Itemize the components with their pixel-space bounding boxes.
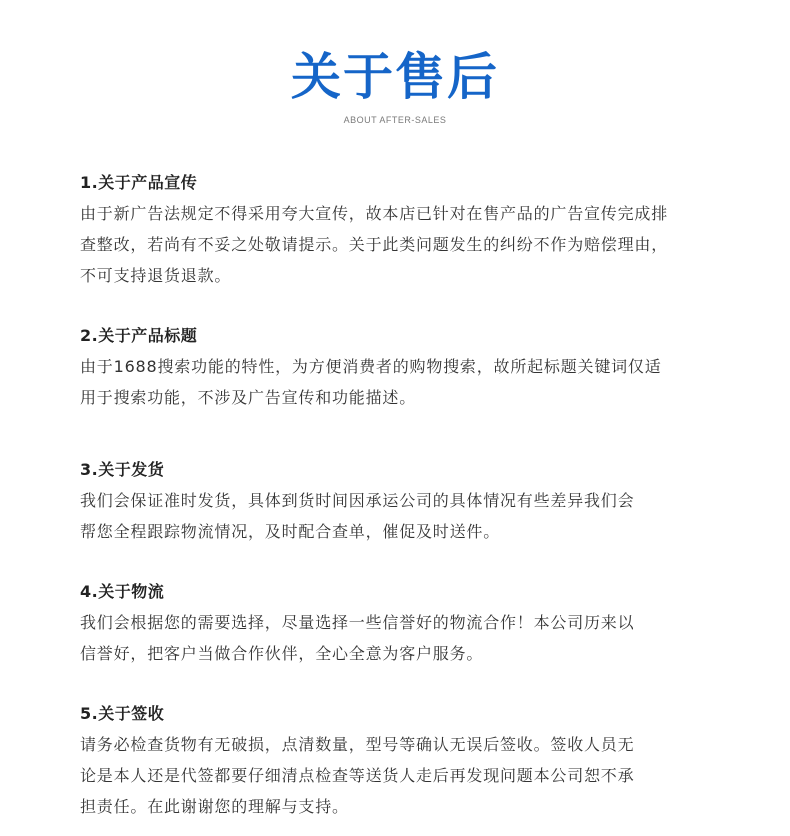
section-product-title <box>80 323 740 413</box>
section-line: 信誉好，把客户当做合作伙伴，全心全意为客户服务。 <box>80 644 484 663</box>
section-line: 帮您全程跟踪物流情况，及时配合查单，催促及时送件。 <box>80 522 501 541</box>
section-body <box>80 198 740 291</box>
section-line: 论是本人还是代签都要仔细清点检查等送货人走后再发现问题本公司恕不承 <box>80 766 635 785</box>
after-sales-sections <box>80 170 740 822</box>
section-line: 担责任。在此谢谢您的理解与支持。 <box>80 797 349 816</box>
section-body <box>80 351 740 413</box>
section-line: 请务必检查货物有无破损，点清数量，型号等确认无误后签收。签收人员无 <box>80 735 635 754</box>
section-heading: 4.关于物流 <box>80 582 165 601</box>
section-logistics <box>80 579 740 669</box>
section-body <box>80 729 740 822</box>
section-heading: 2.关于产品标题 <box>80 326 198 345</box>
section-heading: 1.关于产品宣传 <box>80 173 198 192</box>
page-title: 关于售后 <box>291 48 499 106</box>
section-line: 用于搜索功能，不涉及广告宣传和功能描述。 <box>80 388 417 407</box>
section-receipt <box>80 701 740 822</box>
section-body <box>80 485 740 547</box>
section-line: 我们会根据您的需要选择，尽量选择一些信誉好的物流合作！本公司历来以 <box>80 613 635 632</box>
section-line: 不可支持退货退款。 <box>80 266 232 285</box>
section-body <box>80 607 740 669</box>
section-line: 由于1688搜索功能的特性，为方便消费者的购物搜索，故所起标题关键词仅适 <box>80 357 662 376</box>
section-line: 查整改，若尚有不妥之处敬请提示。关于此类问题发生的纠纷不作为赔偿理由， <box>80 235 669 254</box>
page-header <box>0 46 790 126</box>
section-line: 由于新广告法规定不得采用夸大宣传，故本店已针对在售产品的广告宣传完成排 <box>80 204 669 223</box>
section-heading: 3.关于发货 <box>80 460 165 479</box>
section-line: 我们会保证准时发货，具体到货时间因承运公司的具体情况有些差异我们会 <box>80 491 635 510</box>
section-product-promotion <box>80 170 740 291</box>
page-subtitle: ABOUT AFTER-SALES <box>343 115 447 125</box>
section-shipping <box>80 457 740 547</box>
section-heading: 5.关于签收 <box>80 704 165 723</box>
